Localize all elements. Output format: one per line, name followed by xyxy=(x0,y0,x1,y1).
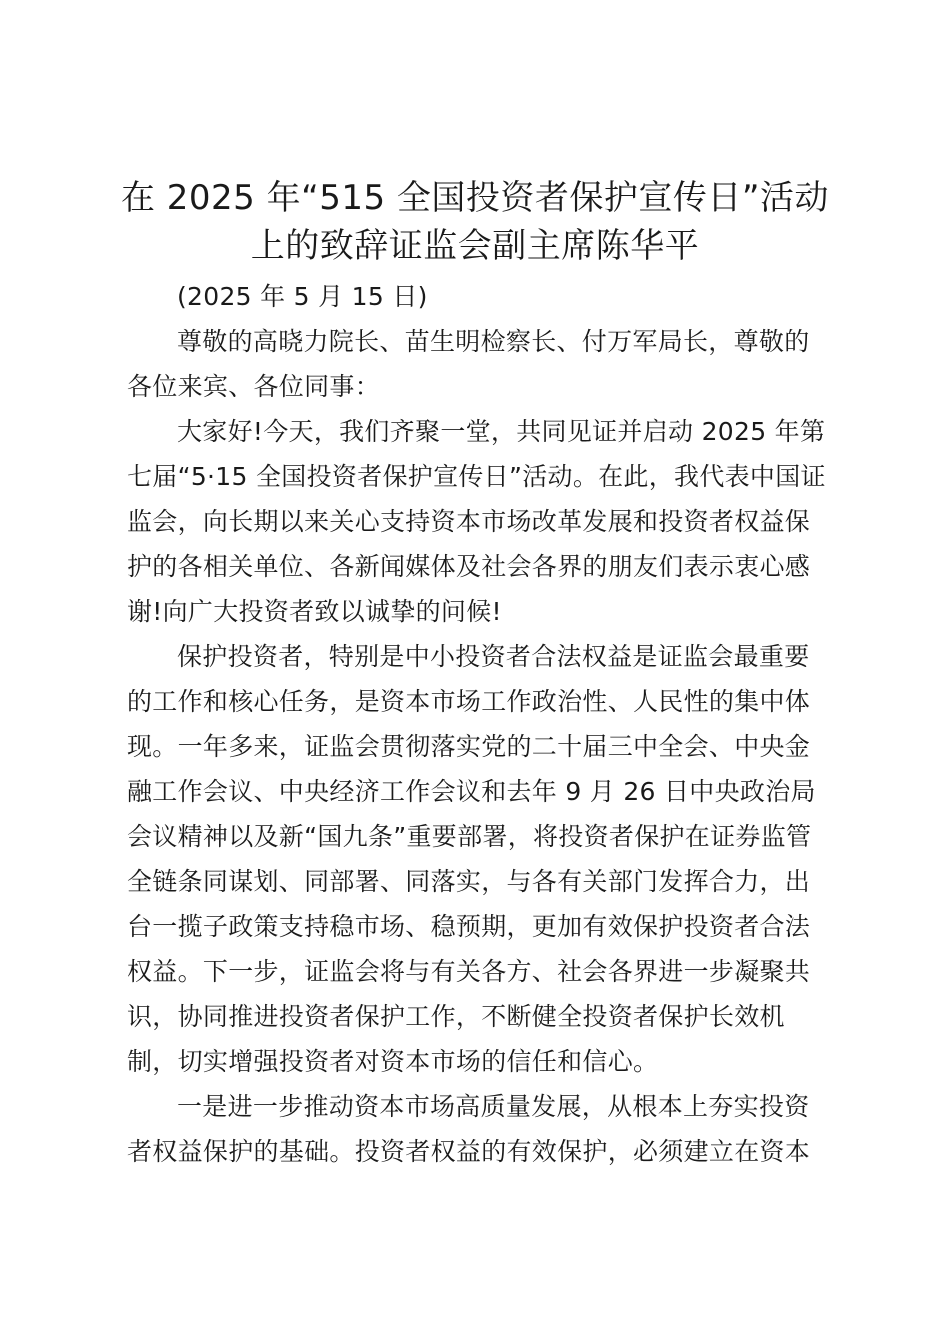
body-line: 尊敬的高晓力院长、苗生明检察长、付万军局长，尊敬的 xyxy=(177,327,810,356)
body-line: 一是进一步推动资本市场高质量发展，从根本上夯实投资 xyxy=(177,1092,810,1121)
body-line: 会议精神以及新“国九条”重要部署，将投资者保护在证券监管 xyxy=(127,822,812,851)
body-line: 谢!向广大投资者致以诚挚的问候! xyxy=(127,597,502,626)
body-line: 融工作会议、中央经济工作会议和去年 9 月 26 日中央政治局 xyxy=(127,777,816,806)
body-line: 大家好!今天，我们齐聚一堂，共同见证并启动 2025 年第 xyxy=(177,417,826,446)
body-line: 护的各相关单位、各新闻媒体及社会各界的朋友们表示衷心感 xyxy=(127,552,811,581)
body-line: 保护投资者，特别是中小投资者合法权益是证监会最重要 xyxy=(177,642,810,671)
body-line: 各位来宾、各位同事： xyxy=(127,372,381,401)
body-line: 的工作和核心任务，是资本市场工作政治性、人民性的集中体 xyxy=(127,687,811,716)
document-title-line-2: 上的致辞证监会副主席陈华平 xyxy=(250,226,700,266)
body-line: 识，协同推进投资者保护工作，不断健全投资者保护长效机 xyxy=(127,1002,785,1031)
document-title-line-1: 在 2025 年“515 全国投资者保护宣传日”活动 xyxy=(120,178,830,218)
body-line: 监会，向长期以来关心支持资本市场改革发展和投资者权益保 xyxy=(127,507,811,536)
body-line: 权益。下一步，证监会将与有关各方、社会各界进一步凝聚共 xyxy=(127,957,811,986)
body-line: 台一揽子政策支持稳市场、稳预期，更加有效保护投资者合法 xyxy=(127,912,811,941)
document-date: (2025 年 5 月 15 日) xyxy=(177,282,428,311)
body-line: 全链条同谋划、同部署、同落实，与各有关部门发挥合力，出 xyxy=(127,867,811,896)
body-line: 七届“5·15 全国投资者保护宣传日”活动。在此，我代表中国证 xyxy=(127,462,826,491)
body-line: 现。一年多来，证监会贯彻落实党的二十届三中全会、中央金 xyxy=(127,732,811,761)
body-line: 者权益保护的基础。投资者权益的有效保护，必须建立在资本 xyxy=(127,1137,811,1166)
body-line: 制，切实增强投资者对资本市场的信任和信心。 xyxy=(127,1047,659,1076)
